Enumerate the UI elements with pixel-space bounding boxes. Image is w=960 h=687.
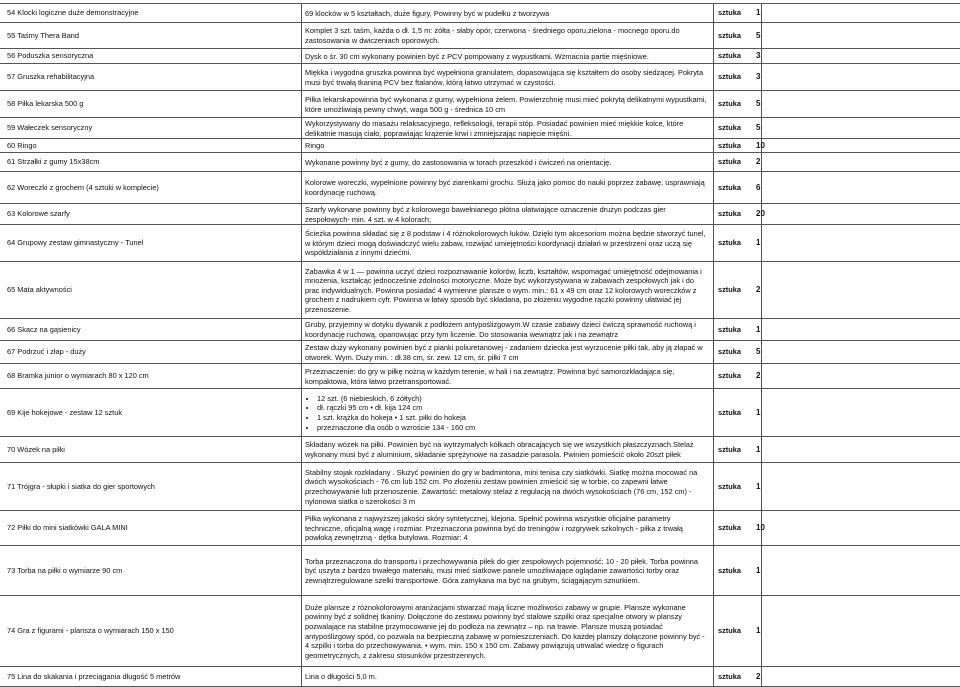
table-row	[0, 341, 960, 364]
item-description: Składany wózek na piłki. Powinien być na wytrzymałych kółkach obracających się we wszystkich płaszczyznach.Stelaż wykonany musi być z aluminium, składanie sprężynowe na zasadzie parasola. Pwinien pomieścić około 20szt piłek	[305, 440, 694, 459]
unit-label: sztuka	[718, 51, 742, 61]
table-row	[0, 139, 960, 153]
description-bullet: • 12 szt. (6 niebieskich, 6 żółtych)	[317, 394, 709, 404]
item-name-cell[interactable]	[0, 139, 302, 152]
quantity-cell[interactable]	[756, 153, 960, 171]
quantity-cell[interactable]	[756, 118, 960, 138]
quantity-value: 10	[756, 523, 765, 533]
unit-cell[interactable]	[714, 546, 762, 595]
item-name: 63 Kolorowe szarfy	[7, 209, 70, 219]
unit-label: sztuka	[718, 407, 742, 417]
item-name-cell[interactable]	[0, 463, 302, 510]
item-name: 67 Podrzuć i złap - duży	[7, 347, 86, 357]
quantity-value: 1	[756, 565, 761, 575]
item-description-cell[interactable]	[302, 49, 714, 63]
table-row	[0, 204, 960, 225]
item-name-cell[interactable]	[0, 225, 302, 261]
table-row	[0, 225, 960, 262]
item-name: 60 Ringo	[7, 140, 37, 150]
quantity-cell[interactable]	[756, 172, 960, 203]
item-description: Torba przeznaczona do transportu i przechowywania piłek do gier zespołowych pojemność: 10 - 20 piłek. Torba powinna być uszyta z bardzo trwałego materiału, musi mieć siatkowe panele umożliwiające oglądanie zawartości torby oraz zewnątrzregulowane szelki transportowe. Góra zamykana ma być na grubym, ściągającym sznurkiem.	[305, 556, 699, 585]
unit-cell[interactable]	[714, 172, 762, 203]
unit-cell[interactable]	[714, 153, 762, 171]
unit-cell[interactable]	[714, 64, 762, 90]
unit-label: sztuka	[718, 324, 742, 334]
quantity-value: 1	[756, 444, 761, 454]
item-name-cell[interactable]	[0, 596, 302, 666]
item-description-cell[interactable]	[302, 463, 714, 510]
table-row	[0, 262, 960, 319]
description-bullet: • 1 szt. krążka do hokeja • 1 szt. piłki do hokeja	[317, 413, 709, 423]
item-name-cell[interactable]	[0, 153, 302, 171]
table-row	[0, 3, 960, 23]
item-name: 55 Taśmy Thera Band	[7, 30, 80, 40]
quantity-value: 10	[756, 140, 765, 150]
table-row	[0, 91, 960, 118]
unit-cell[interactable]	[714, 364, 762, 388]
unit-cell[interactable]	[714, 139, 762, 152]
quantity-value: 1	[756, 481, 761, 491]
table-row	[0, 463, 960, 511]
quantity-value: 1	[756, 626, 761, 636]
item-description: Wykonane powinny być z gumy, do zastosowania w torach przeszkód i ćwiczeń na orientację.	[305, 157, 612, 167]
item-name: 57 Gruszka rehabilitacyjna	[7, 72, 95, 82]
table-row	[0, 364, 960, 389]
table-row	[0, 546, 960, 596]
item-name: 73 Torba na piłki o wymiarze 90 cm	[7, 565, 123, 575]
quantity-cell[interactable]	[756, 23, 960, 48]
unit-cell[interactable]	[714, 91, 762, 117]
table-row	[0, 118, 960, 139]
item-name: 65 Mata aktywności	[7, 285, 72, 295]
table-row	[0, 64, 960, 91]
item-name: 74 Gra z figurami - plansza o wymiarach 150 x 150	[7, 626, 174, 636]
quantity-cell[interactable]	[756, 262, 960, 318]
unit-label: sztuka	[718, 8, 742, 18]
quantity-cell[interactable]	[756, 49, 960, 63]
unit-cell[interactable]	[714, 23, 762, 48]
description-bullet-list	[305, 394, 709, 432]
item-description: Gruby, przyjemny w dotyku dywanik z podłożem antypoślizgowym.W czasie zabawy dzieci ćwiczą sprawność ruchową i koordynację ruchową, opanowując przy tym liczenie. Do stosowania wewnątrz jak i na zewnątrz	[305, 320, 696, 339]
quantity-cell[interactable]	[756, 596, 960, 666]
item-name: 58 Piłka lekarska 500 g	[7, 99, 84, 109]
unit-cell[interactable]	[714, 389, 762, 436]
table-row	[0, 667, 960, 687]
item-name-cell[interactable]	[0, 364, 302, 388]
unit-cell[interactable]	[714, 204, 762, 224]
unit-label: sztuka	[718, 626, 742, 636]
item-description: 69 klocków w 5 kształtach, duże figury, Powinny być w pudełku z tworzywa	[305, 8, 550, 18]
item-description: Stabilny stojak rozkładany . Służyć powinien do gry w badmintona, mini tenisa czy siatkówki. Siatkę można mocować na dwóch wysokościach - 76 cm lub 152 cm. Po złożeniu zestaw powinien zmieścić się w torbie, co zapewni łatwe przechowywanie lub przenoszenie. Zawartość: metalowy stelaż z regulacją na dwóch wysokościach (76 cm, 152 cm) - nylonowa siatka o szerokości 3 m	[305, 467, 698, 506]
item-description-cell[interactable]	[302, 64, 714, 90]
table-row	[0, 172, 960, 204]
table-row	[0, 511, 960, 546]
item-description: Ringo	[305, 141, 325, 151]
unit-cell[interactable]	[714, 667, 762, 686]
item-description-cell[interactable]	[302, 546, 714, 595]
table-row	[0, 389, 960, 437]
item-description: Zabawka 4 w 1 — powinna uczyć dzieci rozpoznawanie kolorów, liczb, kształtów, wspomagać umiejętność odejmowania i mnożenia, kształcąc jednocześnie zdolności motoryczne. Może być wykorzystywana w zabawach zespołowych jak i do prac indywidualnych. Powinna posiadać 4 wymienne plansze o wym. min.: 61 x 49 cm oraz 12 kolorowych woreczków z grochem z nadrukiem cyfr. Powinna w łatwy sposób być składana, po złożeniu wygodne rączki powinny ułatwiać jej przenoszenie.	[305, 266, 702, 314]
quantity-value: 5	[756, 30, 761, 40]
quantity-value: 1	[756, 407, 761, 417]
item-name: 72 Piłki do mini siatkówki GALA MINI	[7, 523, 128, 533]
unit-label: sztuka	[718, 99, 742, 109]
item-name-cell[interactable]	[0, 64, 302, 90]
unit-label: sztuka	[718, 30, 742, 40]
item-description: Dysk o śr. 30 cm wykonany powinien być z PCV pompowany z wypustkami. Wzmacnia partie mięśniowe.	[305, 51, 649, 61]
description-bullet: • przeznaczone dla osób o wzroście 134 - 160 cm	[317, 423, 709, 433]
quantity-cell[interactable]	[756, 511, 960, 545]
unit-label: sztuka	[718, 209, 742, 219]
unit-label: sztuka	[718, 565, 742, 575]
item-name: 66 Skacz na gąsienicy	[7, 324, 81, 334]
item-description-cell[interactable]	[302, 341, 714, 363]
item-description-cell[interactable]	[302, 437, 714, 462]
unit-cell[interactable]	[714, 225, 762, 261]
item-name: 59 Wałeczek sensoryczny	[7, 123, 93, 133]
quantity-value: 2	[756, 285, 761, 295]
item-name-cell[interactable]	[0, 204, 302, 224]
unit-label: sztuka	[718, 671, 742, 681]
item-name: 56 Poduszka sensoryczna	[7, 51, 94, 61]
item-description: Miękka i wygodna gruszka powinna być wypełniona granulatem, dopasowująca się kształtem do osoby siedzącej. Pokryta musi być trwałą tkaniną PCV bez ftalanów, którą łatwo utrzymać w czystości.	[305, 67, 704, 87]
unit-cell[interactable]	[714, 596, 762, 666]
item-description-cell[interactable]	[302, 667, 714, 686]
unit-label: sztuka	[718, 285, 742, 295]
item-description: Kolorowe woreczki, wypełnione powinny być ziarenkami grochu. Służą jako pomoc do nauki poprzez zabawę, usprawniają koordynację ruchową.	[305, 178, 705, 197]
quantity-value: 1	[756, 324, 761, 334]
item-description-cell[interactable]	[302, 319, 714, 340]
item-description-cell[interactable]	[302, 118, 714, 138]
item-name: 75 Lina do skakania i przeciągania długość 5 metrów	[7, 671, 181, 681]
quantity-cell[interactable]	[756, 463, 960, 510]
unit-cell[interactable]	[714, 118, 762, 138]
quantity-value: 3	[756, 72, 761, 82]
quantity-cell[interactable]	[756, 4, 960, 22]
quantity-cell[interactable]	[756, 667, 960, 686]
table-row	[0, 153, 960, 172]
quantity-cell[interactable]	[756, 546, 960, 595]
quantity-value: 2	[756, 157, 761, 167]
item-description: Szarfy wykonane powinny być z kolorowego bawełnianego płótna ułatwiające oznaczenie drużyn podczas gier zespołowych- min. 4 szt. w 4 kolorach;	[305, 204, 666, 224]
quantity-value: 1	[756, 8, 761, 18]
unit-label: sztuka	[718, 238, 742, 248]
item-name-cell[interactable]	[0, 118, 302, 138]
item-name-cell[interactable]	[0, 91, 302, 117]
description-bullet: • dł. rączki 95 cm • dł. kija 124 cm	[317, 403, 709, 413]
unit-cell[interactable]	[714, 49, 762, 63]
item-description-cell[interactable]	[302, 225, 714, 261]
item-description: Ścieżka powinna składać się z 8 podstaw i 4 różnokolorowych łuków. Dzięki tym akcesoriom można będzie stworzyć tunel, w którym dzieci mogą doświadczyć wielu zabaw, rozwijać umiejętności koordynacji działań w przestrzeni oraz uczą się współdziałania z innymi dziećmi.	[305, 229, 706, 258]
item-name-cell[interactable]	[0, 23, 302, 48]
item-description: Lina o długości 5,0 m.	[305, 672, 377, 682]
item-description-cell[interactable]	[302, 91, 714, 117]
item-description-cell[interactable]	[302, 172, 714, 203]
quantity-cell[interactable]	[756, 341, 960, 363]
item-description-cell[interactable]	[302, 23, 714, 48]
item-description: Wykorzystywany do masażu relaksacyjnego, refleksologii, terapii stóp. Posiadać powinien mieć miękkie kolce, które delikatnie masują ciało, poprawiając krążenie krwi i zmniejszając napięcie mięśni.	[305, 118, 684, 138]
item-description-cell[interactable]	[302, 4, 714, 22]
quantity-value: 1	[756, 238, 761, 248]
quantity-cell[interactable]	[756, 364, 960, 388]
unit-cell[interactable]	[714, 437, 762, 462]
item-description-cell[interactable]	[302, 204, 714, 224]
item-name: 62 Woreczki z grochem (4 sztuki w komplecie)	[7, 182, 159, 192]
table-row	[0, 596, 960, 667]
quantity-value: 3	[756, 51, 761, 61]
item-description-cell[interactable]	[302, 139, 714, 152]
item-description-cell[interactable]	[302, 364, 714, 388]
unit-cell[interactable]	[714, 511, 762, 545]
quantity-cell[interactable]	[756, 319, 960, 340]
item-description: Duże plansze z różnokolorowymi aranżacjami stwarzać mają liczne możliwości zabawy w grupie. Plansze wykonane powinny być z solidnej tkaniny. Dołączone do zestawu powinny być stalowe szpilki oraz specjalne otwory w planszy pozwalające na stabilne przymocowanie jej do podłoża na zewnątrz – np. na trawie. Plansze muszą posiadać antypoślizgowy spód, co pozwala na bezpieczną zabawę w pomieszczeniach. Do każdej planszy dołączone powinny być - 4 szpilki i torba do przechowywania. • wym. min. 150 x 150 cm. Zabawy powiązują utrwalać wiedzę o figurach geometrycznych, z zakresu stosunków przestrzennych.	[305, 602, 705, 660]
quantity-cell[interactable]	[756, 64, 960, 90]
item-description-cell[interactable]	[302, 596, 714, 666]
unit-cell[interactable]	[714, 262, 762, 318]
item-name: 61 Strzałki z gumy 15x38cm	[7, 157, 100, 167]
unit-label: sztuka	[718, 140, 742, 150]
unit-label: sztuka	[718, 157, 742, 167]
item-description-cell[interactable]	[302, 262, 714, 318]
unit-label: sztuka	[718, 182, 742, 192]
unit-label: sztuka	[718, 481, 742, 491]
quantity-value: 2	[756, 671, 761, 681]
table-row	[0, 437, 960, 463]
item-name: 64 Grupowy zestaw gimnastyczny - Tunel	[7, 238, 144, 248]
table-row	[0, 319, 960, 341]
item-description: Przeznaczenie: do gry w piłkę nożną w każdym terenie, w hali i na zewnątrz. Powinna być samorozkładająca się, kompaktowa, która łatwo przetransportować.	[305, 366, 675, 386]
quantity-value: 5	[756, 123, 761, 133]
unit-cell[interactable]	[714, 319, 762, 340]
table-row	[0, 23, 960, 49]
unit-label: sztuka	[718, 72, 742, 82]
quantity-cell[interactable]	[756, 437, 960, 462]
quantity-cell[interactable]	[756, 389, 960, 436]
quantity-value: 5	[756, 99, 761, 109]
quantity-cell[interactable]	[756, 204, 960, 224]
item-name-cell[interactable]	[0, 546, 302, 595]
item-name-cell[interactable]	[0, 341, 302, 363]
item-name-cell[interactable]	[0, 437, 302, 462]
quantity-value: 6	[756, 182, 761, 192]
table-row	[0, 49, 960, 64]
unit-cell[interactable]	[714, 341, 762, 363]
quantity-cell[interactable]	[756, 139, 960, 152]
unit-label: sztuka	[718, 371, 742, 381]
quantity-value: 2	[756, 371, 761, 381]
item-name-cell[interactable]	[0, 49, 302, 63]
item-description-cell[interactable]	[302, 511, 714, 545]
item-name: 71 Trójgra - słupki i siatka do gier sportowych	[7, 481, 155, 491]
unit-label: sztuka	[718, 347, 742, 357]
unit-label: sztuka	[718, 523, 742, 533]
unit-label: sztuka	[718, 444, 742, 454]
item-name: 70 Wózek na piłki	[7, 444, 65, 454]
item-name-cell[interactable]	[0, 262, 302, 318]
item-description: Piłka lekarskapowinna być wykonana z gumy, wypełniona żelem. Powierzchnię musi mieć pokrytą delikatnymi wypustkami, które umożliwiają pewny chwyt, waga 500 g - średnica 10 cm	[305, 94, 707, 114]
quantity-value: 5	[756, 347, 761, 357]
item-name-cell[interactable]	[0, 4, 302, 22]
quantity-cell[interactable]	[756, 225, 960, 261]
item-description: Zestaw duży wykonany powinien być z pianki poliuretanowej - zadaniem dziecka jest wyrzucenie piłki tak, aby ją złapać w otworek. Wym. Duży min. : dł.38 cm, śr. zew. 12 cm, śr. piłki 7 cm	[305, 342, 703, 362]
item-name-cell[interactable]	[0, 319, 302, 340]
unit-cell[interactable]	[714, 463, 762, 510]
item-description: Piłka wykonana z najwyższej jakości skóry syntetycznej, klejona. Spełnić powinna wszystkie oficjalne parametry techniczne, oficjalną wagę i rozmiar. Przeznaczona powinna być do treningów i rozgrywek szkolnych - piłka z trwałą powłoką zewnętrzną - dętka butylowa. Rozmiar: 4	[305, 514, 683, 543]
item-name-cell[interactable]	[0, 667, 302, 686]
unit-label: sztuka	[718, 123, 742, 133]
item-name: 68 Bramka junior o wymiarach 80 x 120 cm	[7, 371, 149, 381]
item-name: 69 Kije hokejowe - zestaw 12 sztuk	[7, 407, 123, 417]
item-name: 54 Klocki logiczne duże demonstracyjne	[7, 8, 139, 18]
unit-cell[interactable]	[714, 4, 762, 22]
quantity-cell[interactable]	[756, 91, 960, 117]
item-name-cell[interactable]	[0, 172, 302, 203]
item-description-cell[interactable]	[302, 389, 714, 436]
item-description-cell[interactable]	[302, 153, 714, 171]
item-description: Komplet 3 szt. taśm, każda o dł. 1,5 m: żółta - słaby opór, czerwona - średniego oporu,zielona - mocnego oporu.do zastosowania w dwiczeniach oporowych.	[305, 26, 680, 45]
item-name-cell[interactable]	[0, 389, 302, 436]
quantity-value: 20	[756, 209, 765, 219]
item-name-cell[interactable]	[0, 511, 302, 545]
